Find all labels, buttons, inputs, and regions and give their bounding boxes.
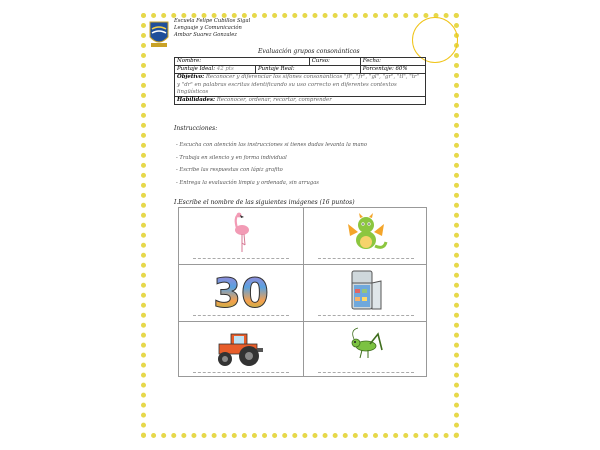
school-header bbox=[174, 18, 250, 40]
habilidades-text: Reconocer, ordenar, recortar, comprender bbox=[216, 97, 332, 104]
answer-line[interactable] bbox=[318, 372, 414, 373]
answer-line[interactable] bbox=[193, 372, 289, 373]
objetivo-text: Reconocer y diferenciar los sifones consonánticos "fl", "fr", "gl", "gr", "tl", "tr" y "dr" en palabras escritas identificando su uso correcto en diferentes contextos lingüísticos bbox=[177, 74, 419, 95]
instruction-item: - Trabaja en silencio y en forma individual bbox=[176, 152, 426, 165]
teacher-name: Ambar Suarez Gonzalez bbox=[174, 32, 238, 39]
instruction-item: - Entrega la evaluación limpia y ordenada, sin arrugas bbox=[176, 177, 426, 190]
page-title: Evaluación grupos consonánticos bbox=[258, 48, 360, 55]
image-cell bbox=[304, 265, 428, 321]
objetivo-label: Objetivo: bbox=[177, 74, 205, 81]
real-label: Puntaje Real: bbox=[258, 66, 295, 73]
ideal-value: 42 pts bbox=[216, 66, 234, 73]
nombre-label: Nombre: bbox=[177, 58, 202, 64]
number-thirty-picture bbox=[213, 269, 269, 317]
image-cell bbox=[304, 208, 428, 264]
grasshopper-picture bbox=[346, 326, 386, 362]
section-title: I.Escribe el nombre de las siguientes imágenes (16 puntos) bbox=[174, 199, 355, 206]
school-name: Escuela Felipe Cubillos Sigal bbox=[174, 18, 251, 24]
habilidades-label: Habilidades: bbox=[177, 97, 215, 104]
answer-line[interactable] bbox=[318, 258, 414, 259]
ideal-label: Puntaje Ideal: bbox=[177, 66, 216, 73]
fridge-picture bbox=[348, 269, 384, 311]
porcentaje-label: Porcentaje: 60% bbox=[362, 66, 408, 73]
info-table bbox=[174, 57, 426, 105]
image-cell bbox=[179, 265, 303, 321]
answer-line[interactable] bbox=[193, 258, 289, 259]
instructions-heading: Instrucciones: bbox=[174, 125, 218, 132]
number-thirty-text: 30 bbox=[213, 271, 269, 317]
flamingo-picture bbox=[228, 212, 254, 254]
tractor-picture bbox=[213, 326, 269, 368]
fecha-label: Fecha: bbox=[362, 58, 381, 64]
image-cell bbox=[304, 322, 428, 378]
answer-line[interactable] bbox=[193, 315, 289, 316]
dragon-picture bbox=[342, 212, 390, 254]
instruction-item: - Escucha con atención las instrucciones si tienes dudas levanta la mano bbox=[176, 139, 426, 152]
answer-line[interactable] bbox=[318, 315, 414, 316]
subject-name: Lenguaje y Comunicación bbox=[174, 25, 242, 32]
school-logo bbox=[148, 19, 170, 49]
instruction-item: - Escribe las respuestas con lápiz grafito bbox=[176, 164, 426, 177]
image-cell bbox=[179, 322, 303, 378]
image-grid bbox=[178, 207, 427, 377]
instructions-list bbox=[176, 139, 426, 189]
curso-label: Curso: bbox=[311, 58, 330, 64]
image-cell bbox=[179, 208, 303, 264]
